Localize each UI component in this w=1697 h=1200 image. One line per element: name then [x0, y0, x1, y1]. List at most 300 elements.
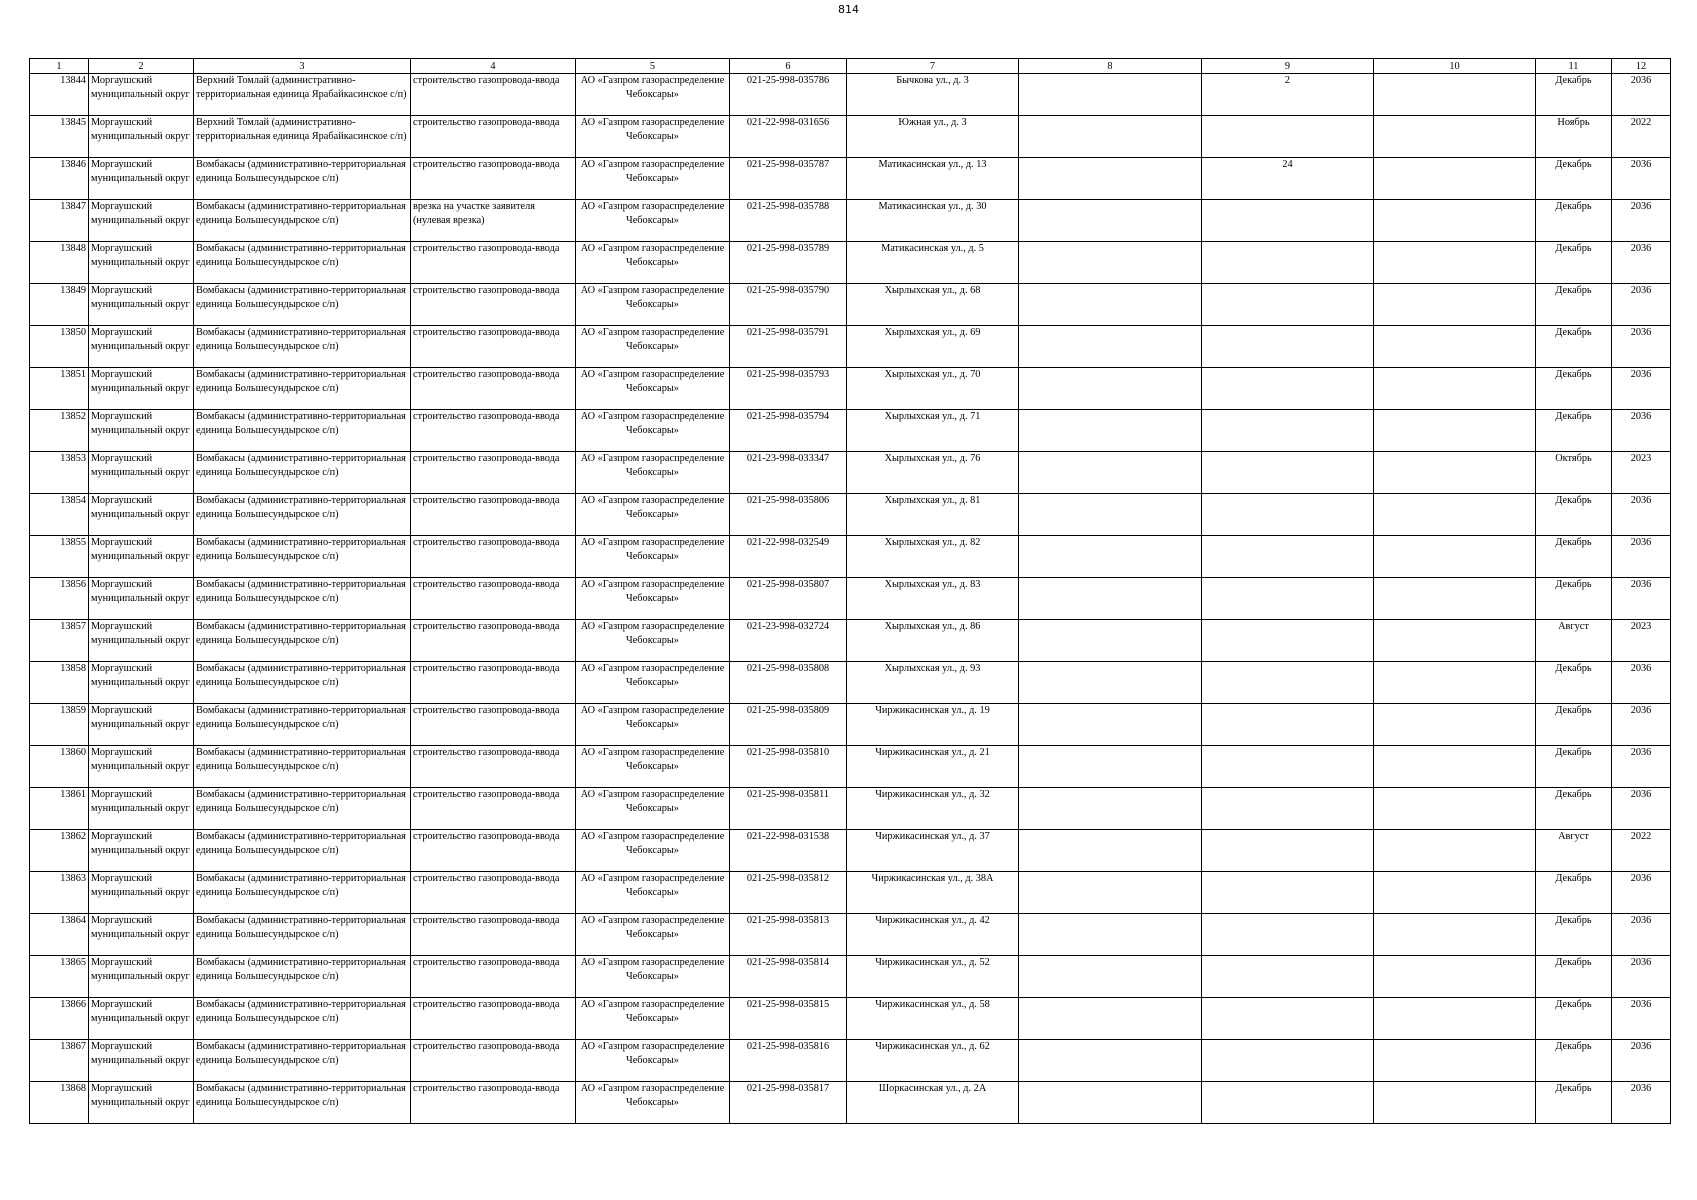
cell-number: 13855 — [30, 536, 89, 578]
cell-district: Моргаушский муниципальный округ — [89, 368, 194, 410]
cell-month: Декабрь — [1536, 704, 1612, 746]
cell-col-9 — [1202, 746, 1374, 788]
cell-address: Чиржикасинская ул., д. 38А — [847, 872, 1019, 914]
cell-address: Шоркасинская ул., д. 2А — [847, 1082, 1019, 1124]
cell-col-9 — [1202, 914, 1374, 956]
cell-number: 13844 — [30, 74, 89, 116]
cell-organization: АО «Газпром газораспределение Чебоксары» — [576, 872, 730, 914]
cell-work-type: строительство газопровода-ввода — [411, 578, 576, 620]
cell-year: 2036 — [1612, 998, 1671, 1040]
cell-year: 2036 — [1612, 158, 1671, 200]
cell-address: Чиржикасинская ул., д. 32 — [847, 788, 1019, 830]
cell-year: 2036 — [1612, 704, 1671, 746]
cell-locality: Вомбакасы (административно-территориальная единица Большесундырское с/п) — [194, 872, 411, 914]
cell-address: Хырлыхская ул., д. 81 — [847, 494, 1019, 536]
cell-locality: Вомбакасы (административно-территориальная единица Большесундырское с/п) — [194, 998, 411, 1040]
table-row — [30, 872, 1671, 914]
cell-month: Декабрь — [1536, 1040, 1612, 1082]
cell-organization: АО «Газпром газораспределение Чебоксары» — [576, 200, 730, 242]
cell-month: Декабрь — [1536, 578, 1612, 620]
cell-district: Моргаушский муниципальный округ — [89, 74, 194, 116]
cell-address: Матикасинская ул., д. 30 — [847, 200, 1019, 242]
table-body — [30, 74, 1671, 1124]
cell-district: Моргаушский муниципальный округ — [89, 158, 194, 200]
table-row — [30, 746, 1671, 788]
cell-address: Чиржикасинская ул., д. 21 — [847, 746, 1019, 788]
table-row — [30, 1082, 1671, 1124]
cell-col-9 — [1202, 410, 1374, 452]
cell-col-9 — [1202, 452, 1374, 494]
cell-year: 2036 — [1612, 536, 1671, 578]
cell-work-type: строительство газопровода-ввода — [411, 326, 576, 368]
cell-month: Декабрь — [1536, 368, 1612, 410]
table-row — [30, 452, 1671, 494]
cell-district: Моргаушский муниципальный округ — [89, 452, 194, 494]
cell-district: Моргаушский муниципальный округ — [89, 788, 194, 830]
cell-col-10 — [1374, 536, 1536, 578]
cell-number: 13854 — [30, 494, 89, 536]
table-row — [30, 242, 1671, 284]
cell-district: Моргаушский муниципальный округ — [89, 662, 194, 704]
cell-code: 021-25-998-035793 — [730, 368, 847, 410]
cell-code: 021-23-998-032724 — [730, 620, 847, 662]
cell-number: 13848 — [30, 242, 89, 284]
cell-work-type: строительство газопровода-ввода — [411, 116, 576, 158]
cell-col-9 — [1202, 242, 1374, 284]
cell-month: Декабрь — [1536, 536, 1612, 578]
cell-address: Матикасинская ул., д. 13 — [847, 158, 1019, 200]
cell-locality: Вомбакасы (административно-территориальная единица Большесундырское с/п) — [194, 704, 411, 746]
cell-organization: АО «Газпром газораспределение Чебоксары» — [576, 494, 730, 536]
cell-work-type: строительство газопровода-ввода — [411, 284, 576, 326]
table-row — [30, 998, 1671, 1040]
cell-organization: АО «Газпром газораспределение Чебоксары» — [576, 410, 730, 452]
column-header-7: 7 — [847, 59, 1019, 74]
cell-col-9 — [1202, 494, 1374, 536]
cell-locality: Вомбакасы (административно-территориальная единица Большесундырское с/п) — [194, 368, 411, 410]
cell-col-10 — [1374, 452, 1536, 494]
cell-address: Хырлыхская ул., д. 70 — [847, 368, 1019, 410]
cell-district: Моргаушский муниципальный округ — [89, 242, 194, 284]
cell-year: 2036 — [1612, 956, 1671, 998]
cell-locality: Верхний Томлай (административно-территориальная единица Ярабайкасинское с/п) — [194, 116, 411, 158]
cell-organization: АО «Газпром газораспределение Чебоксары» — [576, 116, 730, 158]
cell-col-8 — [1019, 326, 1202, 368]
cell-col-8 — [1019, 1082, 1202, 1124]
column-header-4: 4 — [411, 59, 576, 74]
cell-col-8 — [1019, 242, 1202, 284]
cell-locality: Вомбакасы (административно-территориальная единица Большесундырское с/п) — [194, 284, 411, 326]
cell-year: 2022 — [1612, 116, 1671, 158]
cell-year: 2036 — [1612, 200, 1671, 242]
cell-col-10 — [1374, 704, 1536, 746]
cell-col-8 — [1019, 998, 1202, 1040]
cell-address: Чиржикасинская ул., д. 42 — [847, 914, 1019, 956]
cell-col-9 — [1202, 998, 1374, 1040]
cell-col-9: 24 — [1202, 158, 1374, 200]
cell-address: Чиржикасинская ул., д. 19 — [847, 704, 1019, 746]
cell-number: 13866 — [30, 998, 89, 1040]
cell-district: Моргаушский муниципальный округ — [89, 410, 194, 452]
cell-locality: Вомбакасы (административно-территориальная единица Большесундырское с/п) — [194, 746, 411, 788]
cell-col-9 — [1202, 200, 1374, 242]
cell-district: Моргаушский муниципальный округ — [89, 872, 194, 914]
cell-work-type: строительство газопровода-ввода — [411, 788, 576, 830]
cell-code: 021-25-998-035811 — [730, 788, 847, 830]
cell-col-10 — [1374, 830, 1536, 872]
cell-month: Декабрь — [1536, 242, 1612, 284]
cell-year: 2036 — [1612, 662, 1671, 704]
cell-col-8 — [1019, 410, 1202, 452]
cell-number: 13851 — [30, 368, 89, 410]
cell-address: Матикасинская ул., д. 5 — [847, 242, 1019, 284]
cell-code: 021-25-998-035786 — [730, 74, 847, 116]
cell-col-9 — [1202, 536, 1374, 578]
cell-number: 13860 — [30, 746, 89, 788]
cell-district: Моргаушский муниципальный округ — [89, 956, 194, 998]
cell-col-8 — [1019, 704, 1202, 746]
cell-district: Моргаушский муниципальный округ — [89, 704, 194, 746]
cell-locality: Вомбакасы (административно-территориальная единица Большесундырское с/п) — [194, 914, 411, 956]
column-header-12: 12 — [1612, 59, 1671, 74]
cell-work-type: строительство газопровода-ввода — [411, 998, 576, 1040]
cell-col-9 — [1202, 788, 1374, 830]
cell-number: 13857 — [30, 620, 89, 662]
cell-organization: АО «Газпром газораспределение Чебоксары» — [576, 956, 730, 998]
cell-locality: Вомбакасы (административно-территориальная единица Большесундырское с/п) — [194, 662, 411, 704]
cell-year: 2036 — [1612, 788, 1671, 830]
cell-number: 13847 — [30, 200, 89, 242]
cell-code: 021-22-998-031538 — [730, 830, 847, 872]
cell-col-10 — [1374, 326, 1536, 368]
cell-code: 021-25-998-035816 — [730, 1040, 847, 1082]
cell-organization: АО «Газпром газораспределение Чебоксары» — [576, 704, 730, 746]
cell-district: Моргаушский муниципальный округ — [89, 494, 194, 536]
cell-locality: Вомбакасы (административно-территориальная единица Большесундырское с/п) — [194, 830, 411, 872]
cell-col-10 — [1374, 872, 1536, 914]
cell-month: Декабрь — [1536, 914, 1612, 956]
cell-col-10 — [1374, 74, 1536, 116]
cell-district: Моргаушский муниципальный округ — [89, 830, 194, 872]
cell-number: 13856 — [30, 578, 89, 620]
cell-locality: Вомбакасы (административно-территориальная единица Большесундырское с/п) — [194, 410, 411, 452]
cell-month: Декабрь — [1536, 872, 1612, 914]
cell-year: 2036 — [1612, 872, 1671, 914]
cell-col-10 — [1374, 1040, 1536, 1082]
table-row — [30, 494, 1671, 536]
cell-work-type: строительство газопровода-ввода — [411, 746, 576, 788]
cell-col-8 — [1019, 200, 1202, 242]
cell-work-type: строительство газопровода-ввода — [411, 914, 576, 956]
cell-organization: АО «Газпром газораспределение Чебоксары» — [576, 746, 730, 788]
cell-col-8 — [1019, 158, 1202, 200]
cell-col-10 — [1374, 1082, 1536, 1124]
cell-address: Хырлыхская ул., д. 86 — [847, 620, 1019, 662]
cell-locality: Вомбакасы (административно-территориальная единица Большесундырское с/п) — [194, 578, 411, 620]
cell-number: 13852 — [30, 410, 89, 452]
cell-address: Хырлыхская ул., д. 83 — [847, 578, 1019, 620]
cell-number: 13849 — [30, 284, 89, 326]
table-row — [30, 914, 1671, 956]
cell-organization: АО «Газпром газораспределение Чебоксары» — [576, 452, 730, 494]
table-row — [30, 956, 1671, 998]
cell-col-8 — [1019, 368, 1202, 410]
table-row — [30, 200, 1671, 242]
cell-col-8 — [1019, 830, 1202, 872]
table-row — [30, 620, 1671, 662]
cell-locality: Вомбакасы (административно-территориальная единица Большесундырское с/п) — [194, 788, 411, 830]
cell-work-type: строительство газопровода-ввода — [411, 452, 576, 494]
table-row — [30, 578, 1671, 620]
cell-address: Южная ул., д. 3 — [847, 116, 1019, 158]
cell-locality: Вомбакасы (административно-территориальная единица Большесундырское с/п) — [194, 494, 411, 536]
cell-district: Моргаушский муниципальный округ — [89, 1082, 194, 1124]
cell-organization: АО «Газпром газораспределение Чебоксары» — [576, 578, 730, 620]
cell-month: Декабрь — [1536, 410, 1612, 452]
cell-col-10 — [1374, 788, 1536, 830]
cell-col-9 — [1202, 830, 1374, 872]
cell-organization: АО «Газпром газораспределение Чебоксары» — [576, 158, 730, 200]
cell-organization: АО «Газпром газораспределение Чебоксары» — [576, 662, 730, 704]
cell-month: Декабрь — [1536, 284, 1612, 326]
cell-code: 021-25-998-035812 — [730, 872, 847, 914]
cell-year: 2036 — [1612, 746, 1671, 788]
cell-work-type: строительство газопровода-ввода — [411, 494, 576, 536]
cell-col-9 — [1202, 620, 1374, 662]
cell-year: 2036 — [1612, 914, 1671, 956]
cell-address: Чиржикасинская ул., д. 52 — [847, 956, 1019, 998]
cell-work-type: строительство газопровода-ввода — [411, 536, 576, 578]
table-row — [30, 368, 1671, 410]
cell-col-10 — [1374, 914, 1536, 956]
cell-number: 13845 — [30, 116, 89, 158]
cell-code: 021-25-998-035787 — [730, 158, 847, 200]
cell-locality: Вомбакасы (административно-территориальная единица Большесундырское с/п) — [194, 620, 411, 662]
cell-locality: Верхний Томлай (административно-территориальная единица Ярабайкасинское с/п) — [194, 74, 411, 116]
cell-year: 2036 — [1612, 368, 1671, 410]
cell-code: 021-25-998-035815 — [730, 998, 847, 1040]
cell-col-8 — [1019, 494, 1202, 536]
cell-col-9: 2 — [1202, 74, 1374, 116]
cell-month: Декабрь — [1536, 788, 1612, 830]
cell-code: 021-23-998-033347 — [730, 452, 847, 494]
cell-col-8 — [1019, 452, 1202, 494]
cell-locality: Вомбакасы (административно-территориальная единица Большесундырское с/п) — [194, 242, 411, 284]
cell-code: 021-25-998-035809 — [730, 704, 847, 746]
cell-organization: АО «Газпром газораспределение Чебоксары» — [576, 620, 730, 662]
cell-organization: АО «Газпром газораспределение Чебоксары» — [576, 788, 730, 830]
cell-address: Чиржикасинская ул., д. 62 — [847, 1040, 1019, 1082]
page-number: 814 — [838, 3, 859, 16]
cell-year: 2023 — [1612, 452, 1671, 494]
cell-organization: АО «Газпром газораспределение Чебоксары» — [576, 830, 730, 872]
cell-number: 13853 — [30, 452, 89, 494]
cell-year: 2036 — [1612, 494, 1671, 536]
column-header-6: 6 — [730, 59, 847, 74]
cell-work-type: строительство газопровода-ввода — [411, 1040, 576, 1082]
cell-code: 021-25-998-035814 — [730, 956, 847, 998]
cell-col-9 — [1202, 662, 1374, 704]
cell-month: Август — [1536, 620, 1612, 662]
column-header-9: 9 — [1202, 59, 1374, 74]
cell-code: 021-22-998-032549 — [730, 536, 847, 578]
cell-number: 13865 — [30, 956, 89, 998]
cell-work-type: строительство газопровода-ввода — [411, 74, 576, 116]
table-row — [30, 284, 1671, 326]
cell-year: 2036 — [1612, 410, 1671, 452]
cell-col-10 — [1374, 242, 1536, 284]
cell-col-9 — [1202, 1082, 1374, 1124]
column-header-11: 11 — [1536, 59, 1612, 74]
cell-col-10 — [1374, 116, 1536, 158]
cell-work-type: строительство газопровода-ввода — [411, 1082, 576, 1124]
cell-district: Моргаушский муниципальный округ — [89, 200, 194, 242]
cell-col-8 — [1019, 620, 1202, 662]
cell-address: Хырлыхская ул., д. 71 — [847, 410, 1019, 452]
column-header-2: 2 — [89, 59, 194, 74]
cell-locality: Вомбакасы (административно-территориальная единица Большесундырское с/п) — [194, 452, 411, 494]
cell-district: Моргаушский муниципальный округ — [89, 1040, 194, 1082]
cell-month: Декабрь — [1536, 326, 1612, 368]
cell-address: Хырлыхская ул., д. 93 — [847, 662, 1019, 704]
cell-col-9 — [1202, 578, 1374, 620]
cell-col-10 — [1374, 284, 1536, 326]
cell-work-type: врезка на участке заявителя (нулевая врезка) — [411, 200, 576, 242]
table-row — [30, 788, 1671, 830]
cell-locality: Вомбакасы (административно-территориальная единица Большесундырское с/п) — [194, 956, 411, 998]
table-row — [30, 1040, 1671, 1082]
cell-locality: Вомбакасы (административно-территориальная единица Большесундырское с/п) — [194, 326, 411, 368]
cell-number: 13867 — [30, 1040, 89, 1082]
cell-work-type: строительство газопровода-ввода — [411, 620, 576, 662]
cell-col-8 — [1019, 872, 1202, 914]
cell-code: 021-25-998-035817 — [730, 1082, 847, 1124]
cell-month: Декабрь — [1536, 494, 1612, 536]
cell-address: Чиржикасинская ул., д. 37 — [847, 830, 1019, 872]
cell-address: Хырлыхская ул., д. 69 — [847, 326, 1019, 368]
cell-address: Хырлыхская ул., д. 82 — [847, 536, 1019, 578]
column-header-3: 3 — [194, 59, 411, 74]
cell-col-8 — [1019, 578, 1202, 620]
cell-number: 13861 — [30, 788, 89, 830]
register-table — [29, 58, 1671, 1124]
cell-year: 2022 — [1612, 830, 1671, 872]
cell-col-10 — [1374, 578, 1536, 620]
cell-month: Декабрь — [1536, 74, 1612, 116]
cell-code: 021-22-998-031656 — [730, 116, 847, 158]
cell-col-9 — [1202, 284, 1374, 326]
cell-code: 021-25-998-035808 — [730, 662, 847, 704]
cell-work-type: строительство газопровода-ввода — [411, 242, 576, 284]
table-row — [30, 326, 1671, 368]
cell-col-8 — [1019, 74, 1202, 116]
cell-year: 2036 — [1612, 578, 1671, 620]
cell-col-10 — [1374, 410, 1536, 452]
cell-code: 021-25-998-035806 — [730, 494, 847, 536]
cell-month: Декабрь — [1536, 956, 1612, 998]
cell-organization: АО «Газпром газораспределение Чебоксары» — [576, 914, 730, 956]
cell-col-8 — [1019, 536, 1202, 578]
cell-organization: АО «Газпром газораспределение Чебоксары» — [576, 368, 730, 410]
cell-locality: Вомбакасы (административно-территориальная единица Большесундырское с/п) — [194, 1040, 411, 1082]
column-header-1: 1 — [30, 59, 89, 74]
cell-work-type: строительство газопровода-ввода — [411, 662, 576, 704]
cell-month: Декабрь — [1536, 746, 1612, 788]
cell-code: 021-25-998-035813 — [730, 914, 847, 956]
cell-col-8 — [1019, 116, 1202, 158]
cell-organization: АО «Газпром газораспределение Чебоксары» — [576, 326, 730, 368]
cell-number: 13850 — [30, 326, 89, 368]
cell-organization: АО «Газпром газораспределение Чебоксары» — [576, 74, 730, 116]
cell-col-9 — [1202, 326, 1374, 368]
cell-col-10 — [1374, 956, 1536, 998]
cell-address: Бычкова ул., д. 3 — [847, 74, 1019, 116]
table-row — [30, 410, 1671, 452]
cell-col-10 — [1374, 998, 1536, 1040]
cell-number: 13864 — [30, 914, 89, 956]
cell-locality: Вомбакасы (административно-территориальная единица Большесундырское с/п) — [194, 200, 411, 242]
cell-col-10 — [1374, 494, 1536, 536]
cell-work-type: строительство газопровода-ввода — [411, 368, 576, 410]
cell-col-9 — [1202, 956, 1374, 998]
cell-month: Декабрь — [1536, 158, 1612, 200]
cell-code: 021-25-998-035807 — [730, 578, 847, 620]
cell-code: 021-25-998-035791 — [730, 326, 847, 368]
cell-number: 13863 — [30, 872, 89, 914]
cell-year: 2023 — [1612, 620, 1671, 662]
cell-col-8 — [1019, 956, 1202, 998]
cell-locality: Вомбакасы (административно-территориальная единица Большесундырское с/п) — [194, 158, 411, 200]
cell-month: Декабрь — [1536, 998, 1612, 1040]
cell-year: 2036 — [1612, 284, 1671, 326]
cell-year: 2036 — [1612, 326, 1671, 368]
cell-col-10 — [1374, 200, 1536, 242]
cell-month: Октябрь — [1536, 452, 1612, 494]
cell-number: 13858 — [30, 662, 89, 704]
cell-col-10 — [1374, 746, 1536, 788]
cell-code: 021-25-998-035790 — [730, 284, 847, 326]
cell-year: 2036 — [1612, 1040, 1671, 1082]
cell-district: Моргаушский муниципальный округ — [89, 746, 194, 788]
cell-col-8 — [1019, 746, 1202, 788]
cell-code: 021-25-998-035810 — [730, 746, 847, 788]
cell-district: Моргаушский муниципальный округ — [89, 116, 194, 158]
cell-district: Моргаушский муниципальный округ — [89, 620, 194, 662]
cell-col-10 — [1374, 662, 1536, 704]
cell-col-9 — [1202, 1040, 1374, 1082]
cell-month: Август — [1536, 830, 1612, 872]
cell-work-type: строительство газопровода-ввода — [411, 956, 576, 998]
table-row — [30, 662, 1671, 704]
cell-col-9 — [1202, 368, 1374, 410]
cell-col-9 — [1202, 872, 1374, 914]
cell-organization: АО «Газпром газораспределение Чебоксары» — [576, 1040, 730, 1082]
cell-month: Декабрь — [1536, 200, 1612, 242]
cell-year: 2036 — [1612, 74, 1671, 116]
cell-address: Хырлыхская ул., д. 76 — [847, 452, 1019, 494]
cell-col-8 — [1019, 788, 1202, 830]
cell-district: Моргаушский муниципальный округ — [89, 284, 194, 326]
cell-col-10 — [1374, 620, 1536, 662]
column-header-8: 8 — [1019, 59, 1202, 74]
cell-work-type: строительство газопровода-ввода — [411, 158, 576, 200]
cell-code: 021-25-998-035794 — [730, 410, 847, 452]
cell-locality: Вомбакасы (административно-территориальная единица Большесундырское с/п) — [194, 536, 411, 578]
cell-organization: АО «Газпром газораспределение Чебоксары» — [576, 242, 730, 284]
cell-locality: Вомбакасы (административно-территориальная единица Большесундырское с/п) — [194, 1082, 411, 1124]
cell-number: 13859 — [30, 704, 89, 746]
cell-code: 021-25-998-035788 — [730, 200, 847, 242]
